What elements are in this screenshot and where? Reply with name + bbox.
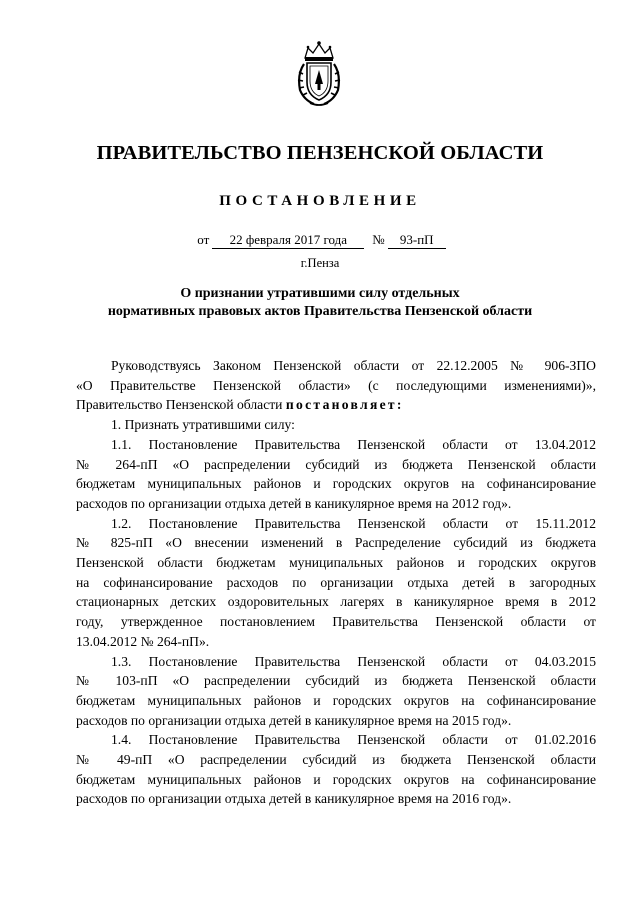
document-type: ПОСТАНОВЛЕНИЕ	[219, 193, 421, 209]
text-line: «О Правительстве Пензенской области» (с последующими изменениями)»,	[76, 377, 596, 393]
city: г.Пенза	[300, 256, 340, 270]
document-date: 22 февраля 2017 года	[212, 233, 364, 249]
text-line: № 49-пП «О распределении субсидий из бюджета Пензенской области	[76, 752, 596, 768]
preamble-paragraph	[76, 356, 596, 415]
text-line: № 103-пП «О распределении субсидий из бюджета Пензенской области	[76, 673, 596, 689]
text-line: 1. Признать утратившими силу:	[111, 417, 295, 433]
date-number-line	[0, 232, 640, 249]
action-word: постановляет:	[285, 397, 404, 413]
text-line: расходов по организации отдыха детей в каникулярное время на 2012 год».	[76, 495, 512, 511]
date-prefix: от	[197, 232, 210, 247]
number-prefix: №	[372, 232, 385, 247]
text-line: бюджетам муниципальных районов и городских округов на софинансирование	[76, 771, 596, 787]
text-line: 1.1. Постановление Правительства Пензенской области от 13.04.2012	[111, 436, 596, 452]
title-line: нормативных правовых актов Правительства Пензенской области	[107, 304, 533, 319]
item-1-paragraph	[76, 415, 596, 435]
text-line: Пензенской области бюджетам муниципальных районов и городских округов	[76, 555, 596, 571]
item-1-4-paragraph	[76, 730, 596, 809]
text-line: 1.4. Постановление Правительства Пензенской области от 01.02.2016	[111, 732, 596, 748]
document-body	[76, 356, 596, 809]
text-line: бюджетам муниципальных районов и городских округов на софинансирование	[76, 476, 596, 492]
coat-of-arms-emblem	[296, 40, 342, 108]
text-line: стационарных детских оздоровительных лагерях в каникулярное время в 2012	[76, 594, 596, 610]
text-line: расходов по организации отдыха детей в каникулярное время на 2016 год».	[76, 791, 512, 807]
text-line: расходов по организации отдыха детей в каникулярное время на 2015 год».	[76, 712, 512, 728]
title-line: О признании утратившими силу отдельных	[180, 286, 460, 301]
text-line: году, утвержденное постановлением Правительства Пензенской области от	[76, 614, 596, 630]
item-1-1-paragraph	[76, 435, 596, 514]
text-line: № 825-пП «О внесении изменений в Распределение субсидий из бюджета	[76, 535, 596, 551]
document-title	[0, 285, 640, 321]
government-title: ПРАВИТЕЛЬСТВО ПЕНЗЕНСКОЙ ОБЛАСТИ	[96, 142, 544, 164]
text-line	[76, 395, 596, 415]
text-line: бюджетам муниципальных районов и городских округов на софинансирование	[76, 692, 596, 708]
item-1-2-paragraph	[76, 514, 596, 652]
item-1-3-paragraph	[76, 652, 596, 731]
text-line: 1.3. Постановление Правительства Пензенской области от 04.03.2015	[111, 653, 596, 669]
document-number: 93-пП	[388, 233, 446, 249]
text-line: № 264-пП «О распределении субсидий из бюджета Пензенской области	[76, 456, 596, 472]
text-line: Руководствуясь Законом Пензенской области от 22.12.2005 № 906-ЗПО	[111, 358, 596, 373]
text-line: на софинансирование расходов по организации отдыха детей в загородных	[76, 574, 596, 590]
text-line: 1.2. Постановление Правительства Пензенской области от 15.11.2012	[111, 515, 596, 531]
text-line: 13.04.2012 № 264-пП».	[76, 633, 210, 649]
preamble-text: Правительство Пензенской области	[76, 397, 286, 413]
